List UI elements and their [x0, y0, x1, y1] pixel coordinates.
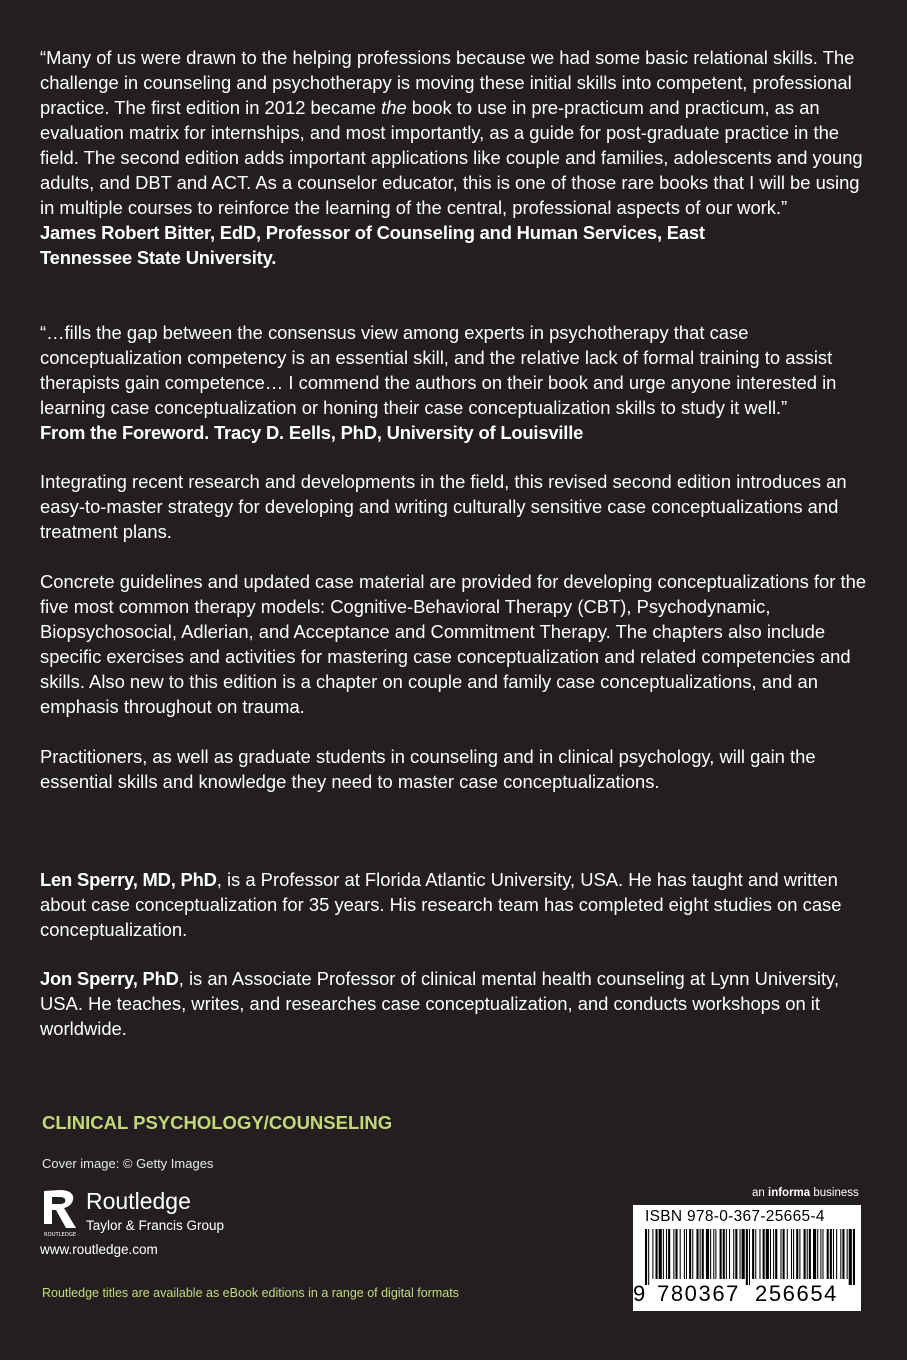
author-bio-1: [40, 867, 870, 942]
endorsement-1: [40, 45, 870, 270]
barcode-bar: [663, 1229, 664, 1279]
informa-business-label: [752, 1187, 859, 1199]
endorsement-2-attribution: From the Foreword. Tracy D. Eells, PhD, University of Louisville: [40, 422, 584, 443]
barcode-bar: [673, 1229, 674, 1279]
barcode-bar: [645, 1229, 647, 1285]
barcode-bar: [746, 1229, 748, 1285]
logo-letters: ROUTLEDGE: [44, 1232, 77, 1238]
barcode-bar: [796, 1229, 798, 1279]
barcode-bar: [842, 1229, 844, 1279]
barcode-bar: [775, 1229, 777, 1279]
barcode-bar: [666, 1229, 667, 1279]
barcode-bar: [827, 1229, 829, 1279]
barcode-bar: [735, 1229, 737, 1279]
barcode-bar: [720, 1229, 722, 1279]
publisher-name: Routledge: [86, 1188, 191, 1214]
barcode-bar: [696, 1229, 698, 1279]
barcode-bar: [820, 1229, 821, 1279]
routledge-logo-icon: [40, 1188, 80, 1238]
ebook-availability-note: Routledge titles are available as eBook editions in a range of digital formats: [42, 1286, 459, 1300]
barcode-bar: [702, 1229, 704, 1279]
informa-suffix: business: [810, 1187, 859, 1199]
isbn-digit-group-1: 780367: [657, 1281, 741, 1306]
barcode-bar: [763, 1229, 765, 1279]
barcode-bar: [783, 1229, 785, 1279]
endorsement-2-quote: “…fills the gap between the consensus view among experts in psychotherapy that case conceptualization competency is an essential skill, and the relative lack of formal training to assist therapists gain competence… I commend the authors on their book and urge anyone interested in learning case conceptualization or honing their case conceptualization skills to study it well.”: [40, 322, 837, 418]
description-paragraph-1: Integrating recent research and developments in the field, this revised second edition introduces an easy-to-master strategy for developing and writing culturally sensitive case conceptualizations and treatment plans.: [40, 471, 847, 542]
barcode-bar: [849, 1229, 852, 1285]
barcode-bar: [749, 1229, 750, 1285]
barcode-bar: [809, 1229, 811, 1279]
barcode-bar: [793, 1229, 794, 1279]
barcode-bar: [847, 1229, 848, 1279]
barcode-bar: [759, 1229, 760, 1279]
barcode-bar: [766, 1229, 769, 1279]
barcode-bar: [692, 1229, 693, 1279]
barcode-bar: [729, 1229, 730, 1279]
barcode-bar: [833, 1229, 834, 1279]
barcode-bar: [700, 1229, 701, 1279]
endorsement-1-attribution: James Robert Bitter, EdD, Professor of Counseling and Human Services, East Tennessee State University.: [40, 222, 705, 268]
publisher-logo: [40, 1188, 260, 1238]
barcode-bar: [689, 1229, 691, 1279]
endorsement-1-quote-a: “Many of us were drawn to the helping professions because we had some basic relational skills. The challenge in counseling and psychotherapy is moving these initial skills into competent, professional practice. The first edition in 2012 became: [40, 47, 855, 118]
barcode-bar: [755, 1229, 756, 1279]
barcode-bar: [817, 1229, 818, 1279]
barcode-bar: [799, 1229, 800, 1279]
barcode-bar: [723, 1229, 725, 1279]
barcode-bar: [836, 1229, 837, 1279]
barcode-bar: [791, 1229, 792, 1279]
barcode-bar: [773, 1229, 774, 1279]
barcode-bar: [656, 1229, 658, 1279]
author-1-name: Len Sperry, MD, PhD: [40, 869, 217, 890]
barcode-bar: [684, 1229, 685, 1279]
description-paragraph-2: Concrete guidelines and updated case material are provided for developing conceptualizations for the five most common therapy models: Cognitive-Behavioral Therapy (CBT), Psychodynamic, Biopsychosocial, Adlerian, and Acceptance and Commitment Therapy. The chapters also include specific exercises and activities for mastering case conceptualization and related competencies and skills. Also new to this edition is a chapter on couple and family case conceptualizations, and an emphasis throughout on trauma.: [40, 571, 867, 717]
barcode-bar: [686, 1229, 687, 1279]
author-1-bio: , is a Professor at Florida Atlantic University, USA. He has taught and written about case conceptualization for 35 years. His research team has completed eight studies on case conceptualization.: [40, 869, 842, 940]
barcode-bar: [713, 1229, 714, 1279]
cover-image-credit: Cover image: © Getty Images: [42, 1156, 214, 1171]
isbn-label: ISBN 978-0-367-25665-4: [645, 1208, 825, 1225]
barcode-bar: [770, 1229, 771, 1279]
barcode-bar: [787, 1229, 788, 1279]
barcode-bar: [807, 1229, 808, 1279]
barcode-bar: [659, 1229, 662, 1279]
informa-prefix: an: [752, 1187, 768, 1199]
barcode-bar: [648, 1229, 649, 1285]
barcode-bar: [853, 1229, 855, 1285]
barcode-bar: [706, 1229, 709, 1279]
publisher-website[interactable]: www.routledge.com: [40, 1242, 158, 1257]
barcode-bar: [780, 1229, 781, 1279]
barcode-bar: [710, 1229, 711, 1279]
barcode-bar: [680, 1229, 681, 1279]
barcode-bar: [668, 1229, 670, 1279]
barcode-bar: [822, 1229, 823, 1279]
description-paragraph-3: Practitioners, as well as graduate students in counseling and in clinical psychology, will gain the essential skills and knowledge they need to master case conceptualizations.: [40, 746, 816, 792]
barcode-bar: [652, 1229, 653, 1279]
subject-category: CLINICAL PSYCHOLOGY/COUNSELING: [42, 1112, 393, 1133]
informa-brand: informa: [768, 1187, 811, 1199]
barcode-bar: [733, 1229, 734, 1279]
author-bio-2: [40, 966, 870, 1041]
barcode-bar: [715, 1229, 716, 1279]
barcode-bar: [830, 1229, 832, 1279]
barcode-bar: [726, 1229, 727, 1279]
publisher-group: Taylor & Francis Group: [86, 1218, 225, 1233]
isbn-lead-digit: 9: [633, 1281, 647, 1306]
endorsement-1-quote-b: book to use in pre-practicum and practicum, as an evaluation matrix for internships, and most importantly, as a guide for post-graduate practice in the field. The second edition adds important applications like couple and families, adolescents and young adults, and DBT and ACT. As a counselor educator, this is one of those rare books that I will be using in multiple courses to reinforce the learning of the central, professional aspects of our work.”: [40, 97, 863, 218]
barcode-bar: [813, 1229, 816, 1279]
barcode-bar: [840, 1229, 841, 1279]
barcode-bar: [752, 1229, 754, 1279]
isbn-digit-group-2: 256654: [755, 1281, 839, 1306]
endorsement-2: [40, 320, 875, 445]
barcode-bar: [804, 1229, 806, 1279]
barcode-bars: [643, 1229, 855, 1285]
endorsement-1-quote-emph: the: [381, 97, 407, 118]
isbn-barcode: [633, 1205, 861, 1311]
author-2-name: Jon Sperry, PhD: [40, 968, 179, 989]
barcode-bar: [742, 1229, 745, 1279]
author-2-bio: , is an Associate Professor of clinical mental health counseling at Lynn University, USA. He teaches, writes, and researches case conceptualization, and conducts workshops on it worldwide.: [40, 968, 840, 1039]
barcode-bar: [740, 1229, 741, 1279]
barcode-bar: [675, 1229, 677, 1279]
